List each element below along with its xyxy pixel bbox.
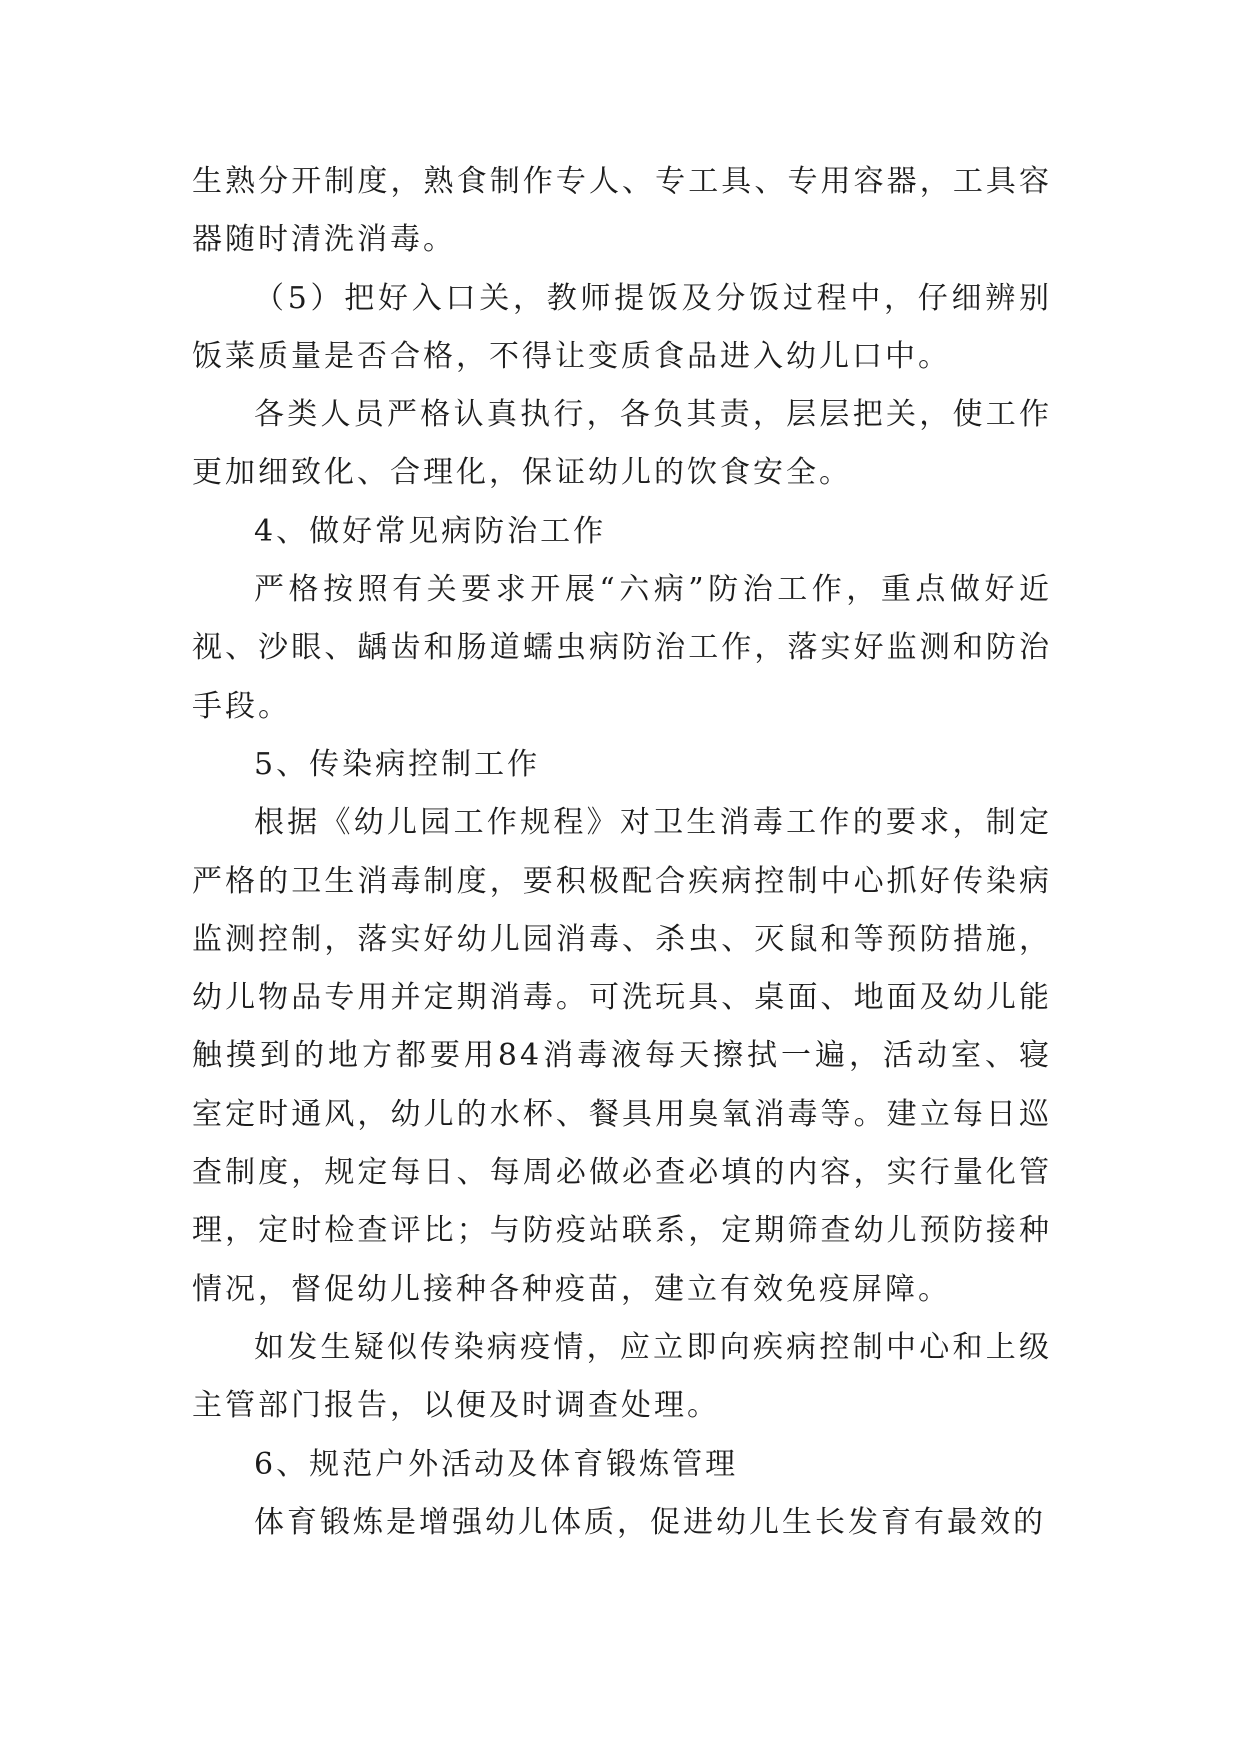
paragraph-six-diseases: 严格按照有关要求开展“六病”防治工作，重点做好近视、沙眼、龋齿和肠道蠕虫病防治工作，落实好监测和防治手段。 xyxy=(192,572,1052,724)
paragraph-physical-exercise: 体育锻炼是增强幼儿体质，促进幼儿生长发育有最效的 xyxy=(254,1504,1046,1540)
section-heading-infectious-control: 5、传染病控制工作 xyxy=(254,746,541,782)
paragraph-staff-responsibility: 各类人员严格认真执行，各负其责，层层把关，使工作更加细致化、合理化，保证幼儿的饮食安全。 xyxy=(192,397,1052,491)
paragraph-entry-check: （5）把好入口关，教师提饭及分饭过程中，仔细辨别饭菜质量是否合格，不得让变质食品进入幼儿口中。 xyxy=(192,280,1052,374)
paragraph-food-separation: 生熟分开制度，熟食制作专人、专工具、专用容器，工具容器随时清洗消毒。 xyxy=(192,164,1052,258)
document-body xyxy=(192,153,1052,1552)
paragraph-disinfection-system: 根据《幼儿园工作规程》对卫生消毒工作的要求，制定严格的卫生消毒制度，要积极配合疾病控制中心抓好传染病监测控制，落实好幼儿园消毒、杀虫、灭鼠和等预防措施，幼儿物品专用并定期消毒。可洗玩具、桌面、地面及幼儿能触摸到的地方都要用84消毒液每天擦拭一遍，活动室、寝室定时通风，幼儿的水杯、餐具用臭氧消毒等。建立每日巡查制度，规定每日、每周必做必查必填的内容，实行量化管理，定时检查评比；与防疫站联系，定期筛查幼儿预防接种情况，督促幼儿接种各种疫苗，建立有效免疫屏障。 xyxy=(192,805,1052,1307)
section-heading-outdoor-activity: 6、规范户外活动及体育锻炼管理 xyxy=(254,1446,739,1482)
section-heading-common-disease: 4、做好常见病防治工作 xyxy=(254,513,607,549)
paragraph-epidemic-report: 如发生疑似传染病疫情，应立即向疾病控制中心和上级主管部门报告，以便及时调查处理。 xyxy=(192,1329,1052,1424)
